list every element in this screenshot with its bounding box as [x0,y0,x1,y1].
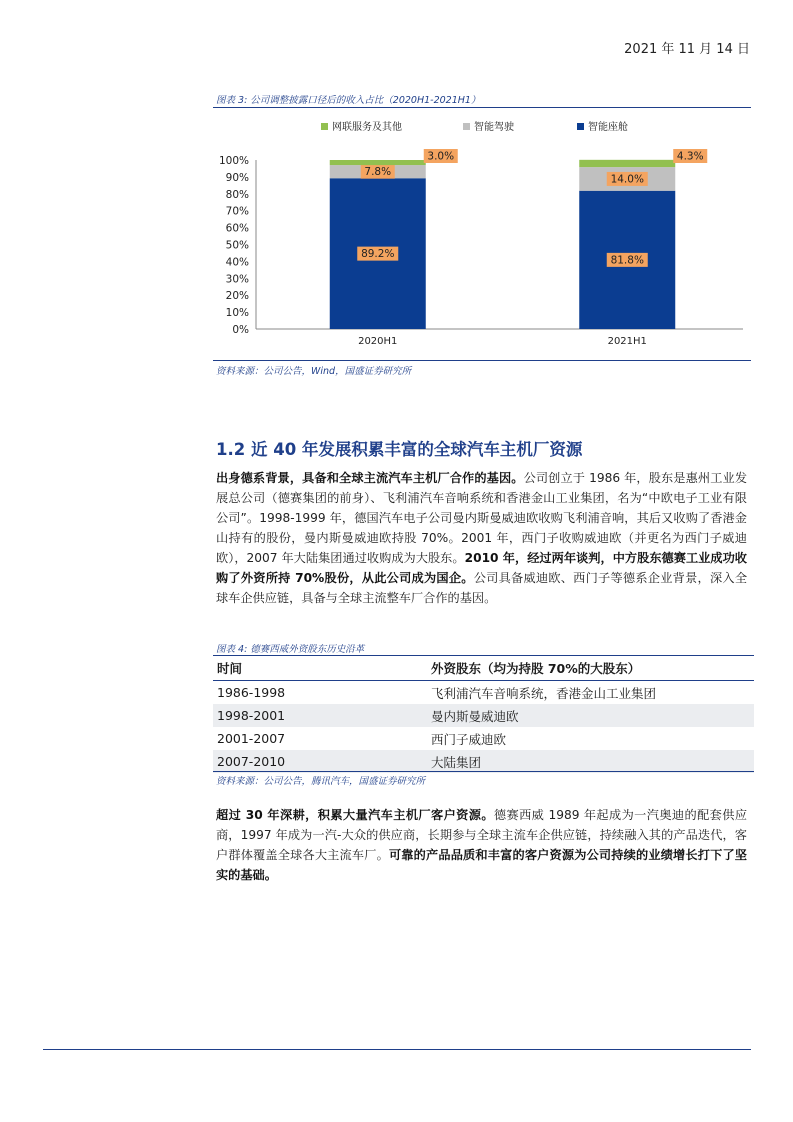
report-date: 2021 年 11 月 14 日 [624,42,750,57]
figure4-bottom-rule [213,771,754,772]
table-cell-period: 1998-2001 [213,704,427,727]
table-cell-shareholder: 西门子威迪欧 [431,731,507,747]
legend-label: 智能驾驶 [474,122,514,133]
paragraph-origin-bold: 2010 年，经过两年谈判，中方股东德赛工业成功收购了外资所持 70%股份，从此公司成为国企。 [216,551,747,585]
data-label: 89.2% [361,248,395,261]
legend-swatch [577,123,584,130]
section-heading: 1.2 近 40 年发展积累丰富的全球汽车主机厂资源 [216,440,583,459]
y-tick-label: 30% [225,273,249,286]
table-header-time: 时间 [213,656,427,681]
paragraph-customers-lead: 超过 30 年深耕，积累大量汽车主机厂客户资源。 [216,808,494,822]
paragraph-customers [216,805,747,885]
table-cell-period: 1986-1998 [217,685,286,700]
figure4-caption: 图表 4: 德赛西威外资股东历史沿革 [216,644,365,655]
legend-swatch [321,123,328,130]
bar-segment [330,160,426,165]
paragraph-origin-text: 公司创立于 1986 年，股东是惠州工业发展总公司（德赛集团的前身）、飞利浦汽车音响系统和香港金山工业集团，名为“中欧电子工业有限公司”。1998-1999 年，德国汽车电子公司曼内斯曼威迪欧收购飞利浦音响，其后又收购了香港金山持有的股份，曼内斯曼威迪欧持股 70%。2001 年，西门子收购威迪欧（并更名为西门子威迪欧），2007 年大陆集团通过收购成为大股东。 [216,471,748,565]
table-cell-shareholder: 大陆集团 [427,750,754,773]
legend-label: 智能座舱 [588,122,628,133]
x-tick-label: 2021H1 [607,336,647,347]
y-tick-label: 70% [225,205,249,218]
table-cell-period: 2001-2007 [217,731,286,746]
shareholder-history-table [213,656,754,773]
table-row [213,681,754,705]
revenue-share-chart [213,112,751,362]
y-tick-label: 20% [225,290,249,303]
y-tick-label: 50% [225,239,249,252]
table-header-shareholder: 外资股东（均为持股 70%的大股东） [427,656,754,681]
data-label: 81.8% [610,254,644,267]
table-cell-shareholder: 飞利浦汽车音响系统，香港金山工业集团 [431,685,657,701]
table-cell-period: 2007-2010 [213,750,427,773]
bar-segment [579,160,675,167]
data-label: 4.3% [676,150,704,163]
figure3-top-rule [213,107,751,108]
table-row [213,750,754,773]
paragraph-origin-lead: 出身德系背景，具备和全球主流汽车主机厂合作的基因。 [216,471,524,485]
paragraph-origin [216,468,747,608]
legend-swatch [463,123,470,130]
paragraph-customers-bold: 可靠的产品品质和丰富的客户资源为公司持续的业绩增长打下了坚实的基础。 [216,848,747,882]
table-row [213,704,754,727]
data-label: 7.8% [364,166,392,179]
x-tick-label: 2020H1 [358,336,398,347]
figure4-source: 资料来源：公司公告，腾讯汽车，国盛证券研究所 [216,776,426,787]
figure3-source: 资料来源：公司公告，Wind，国盛证券研究所 [216,366,412,377]
table-cell-shareholder: 曼内斯曼威迪欧 [427,704,754,727]
y-tick-label: 80% [225,188,249,201]
figure3-caption: 图表 3: 公司调整披露口径后的收入占比（2020H1-2021H1） [216,95,481,106]
legend-label: 网联服务及其他 [332,122,402,133]
table-row [213,727,754,750]
y-tick-label: 90% [225,171,249,184]
y-tick-label: 0% [232,324,249,336]
y-tick-label: 60% [225,222,249,235]
y-tick-label: 100% [218,155,249,167]
y-tick-label: 10% [225,307,249,320]
table-header-row [213,656,754,681]
data-label: 3.0% [427,150,455,163]
footer-rule [43,1049,751,1050]
y-tick-label: 40% [225,256,249,269]
data-label: 14.0% [610,173,644,186]
paragraph-origin-text2: 公司具备威迪欧、西门子等德系企业背景，深入全球车企供应链，具备与全球主流整车厂合作的基因。 [216,571,748,605]
paragraph-customers-text: 德赛西威 1989 年起成为一汽奥迪的配套供应商，1997 年成为一汽-大众的供应商，长期参与全球主流车企供应链，持续融入其的产品迭代，客户群体覆盖全球各大主流车厂。 [216,808,748,862]
figure3-bottom-rule [213,360,751,361]
